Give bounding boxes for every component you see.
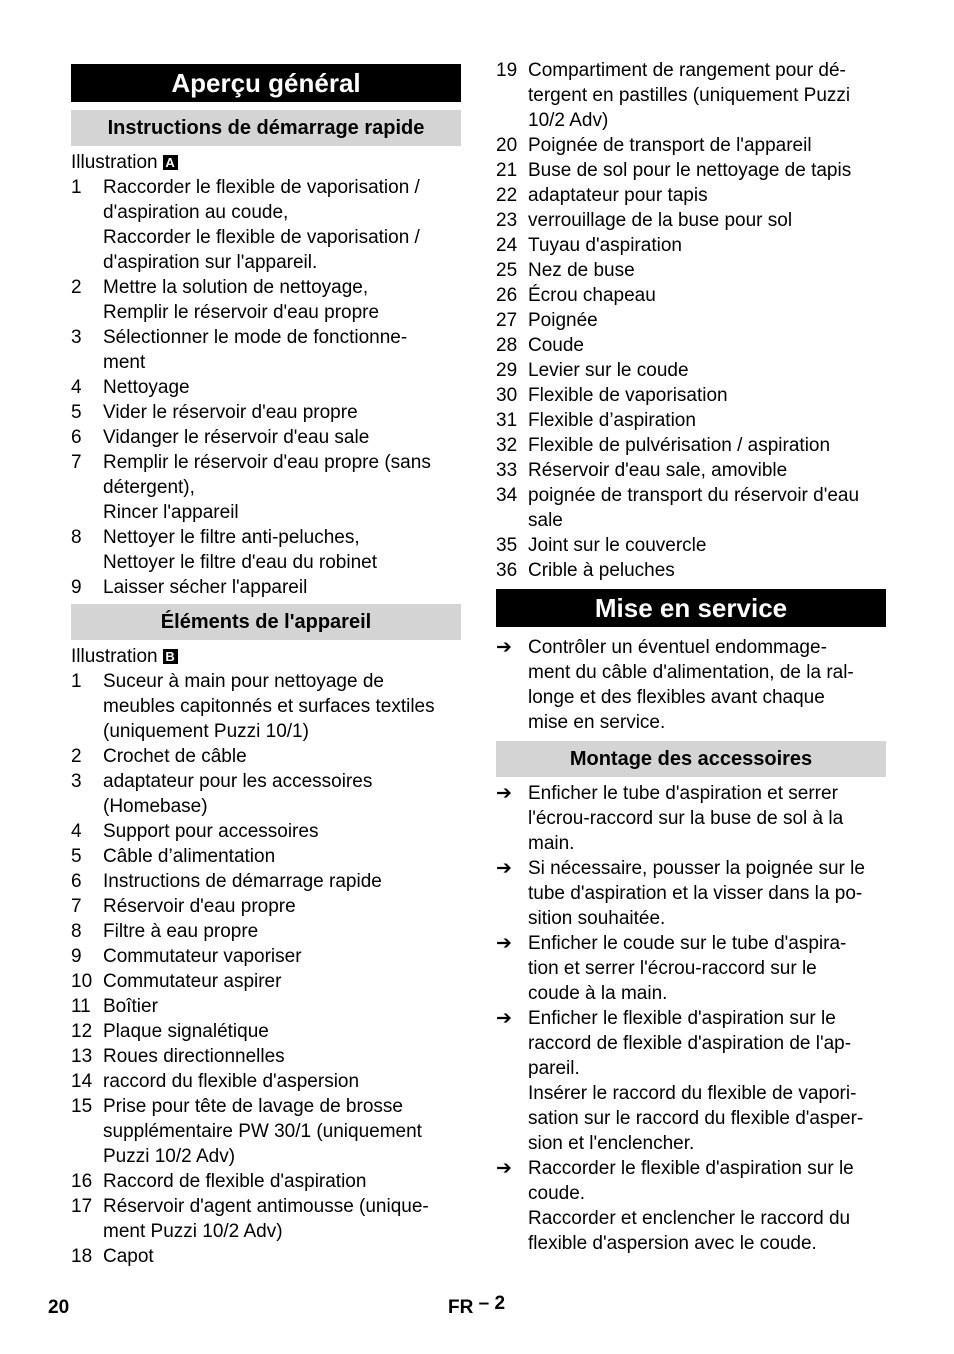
- bullet-line: coude.: [528, 1183, 586, 1204]
- bullet-line: sation sur le raccord du flexible d'asper-: [528, 1108, 864, 1129]
- item-number: 29: [496, 360, 518, 381]
- item-number: 11: [71, 996, 91, 1017]
- item-line: Réservoir d'agent antimousse (unique-: [103, 1196, 429, 1217]
- item-line: Support pour accessoires: [103, 821, 319, 842]
- item-text: [103, 769, 461, 819]
- bullet-line: flexible d'aspersion avec le coude.: [528, 1233, 817, 1254]
- item-number: 12: [71, 1021, 93, 1042]
- item-number: 31: [496, 410, 518, 431]
- list-item: [496, 458, 886, 483]
- bullet-line: Enficher le flexible d'aspiration sur le: [528, 1008, 836, 1029]
- arrow-right-icon: ➔: [496, 858, 512, 879]
- item-line: Crochet de câble: [103, 746, 247, 767]
- item-text: [528, 558, 886, 583]
- bullet-line: main.: [528, 833, 575, 854]
- item-number: 13: [71, 1046, 93, 1067]
- arrow-right-icon: ➔: [496, 1008, 512, 1029]
- item-line: supplémentaire PW 30/1 (uniquement: [103, 1121, 422, 1142]
- item-line: Réservoir d'eau sale, amovible: [528, 460, 788, 481]
- list-item: [71, 919, 461, 944]
- illustration-b-icon: B: [163, 649, 178, 664]
- item-line: Nettoyage: [103, 377, 190, 398]
- item-line: Boîtier: [103, 996, 158, 1017]
- item-text: [103, 400, 461, 425]
- list-item: [496, 233, 886, 258]
- bullet-text: [528, 1006, 886, 1156]
- item-number: 6: [71, 871, 82, 892]
- list-item: [71, 175, 461, 275]
- item-text: [103, 944, 461, 969]
- list-item: [496, 133, 886, 158]
- item-line: 10/2 Adv): [528, 110, 609, 131]
- item-number: 32: [496, 435, 518, 456]
- list-item: [71, 894, 461, 919]
- item-line: Compartiment de rangement pour dé-: [528, 60, 846, 81]
- list-item: [71, 669, 461, 744]
- elements-list-continued: [496, 58, 886, 583]
- item-text: [103, 1094, 461, 1169]
- item-line: adaptateur pour les accessoires: [103, 771, 373, 792]
- item-line: adaptateur pour tapis: [528, 185, 708, 206]
- list-item: [496, 183, 886, 208]
- bullet-text: [528, 635, 886, 735]
- list-item: [496, 408, 886, 433]
- item-number: 33: [496, 460, 518, 481]
- list-item: [496, 308, 886, 333]
- bullet-text: [528, 931, 886, 1006]
- item-number: 7: [71, 896, 82, 917]
- bullet-text: [528, 1156, 886, 1256]
- list-item: [496, 158, 886, 183]
- list-item: [71, 969, 461, 994]
- item-number: 17: [71, 1196, 93, 1217]
- elements-list: [71, 669, 461, 1269]
- item-number: 22: [496, 185, 518, 206]
- item-line: d'aspiration sur l'appareil.: [103, 252, 318, 273]
- item-text: [103, 744, 461, 769]
- item-line: (uniquement Puzzi 10/1): [103, 721, 309, 742]
- item-number: 18: [71, 1246, 93, 1267]
- item-number: 2: [71, 746, 82, 767]
- item-number: 9: [71, 577, 82, 598]
- item-line: Capot: [103, 1246, 154, 1267]
- bullet-item: [496, 781, 886, 856]
- item-text: [103, 994, 461, 1019]
- service-title: Mise en service: [496, 589, 886, 627]
- item-text: [103, 1069, 461, 1094]
- item-line: Commutateur aspirer: [103, 971, 282, 992]
- item-line: Puzzi 10/2 Adv): [103, 1146, 236, 1167]
- bullet-line: Enficher le coude sur le tube d'aspira-: [528, 933, 847, 954]
- item-number: 6: [71, 427, 82, 448]
- item-text: [528, 58, 886, 133]
- item-line: Coude: [528, 335, 584, 356]
- list-item: [71, 1244, 461, 1269]
- bullet-line: pareil.: [528, 1058, 580, 1079]
- item-number: 23: [496, 210, 518, 231]
- item-line: tergent en pastilles (uniquement Puzzi: [528, 85, 851, 106]
- item-text: [528, 283, 886, 308]
- list-item: [71, 525, 461, 575]
- item-line: Roues directionnelles: [103, 1046, 285, 1067]
- arrow-right-icon: ➔: [496, 933, 512, 954]
- list-item: [71, 425, 461, 450]
- item-text: [103, 1194, 461, 1244]
- list-item: [496, 558, 886, 583]
- item-text: [103, 669, 461, 744]
- item-number: 34: [496, 485, 518, 506]
- bullet-line: ment du câble d'alimentation, de la ral-: [528, 662, 854, 683]
- arrow-right-icon: ➔: [496, 1158, 512, 1179]
- item-line: Commutateur vaporiser: [103, 946, 302, 967]
- bullet-line: Enficher le tube d'aspiration et serrer: [528, 783, 838, 804]
- bullet-line: Insérer le raccord du flexible de vapori-: [528, 1083, 857, 1104]
- item-number: 20: [496, 135, 518, 156]
- item-line: Sélectionner le mode de fonctionne-: [103, 327, 408, 348]
- item-line: poignée de transport du réservoir d'eau: [528, 485, 860, 506]
- item-line: ment: [103, 352, 146, 373]
- item-line: Filtre à eau propre: [103, 921, 259, 942]
- item-line: Tuyau d'aspiration: [528, 235, 682, 256]
- item-number: 8: [71, 921, 82, 942]
- item-line: Câble d’alimentation: [103, 846, 276, 867]
- item-line: verrouillage de la buse pour sol: [528, 210, 793, 231]
- item-number: 26: [496, 285, 518, 306]
- right-column: [496, 58, 886, 1256]
- item-text: [528, 358, 886, 383]
- bullet-line: coude à la main.: [528, 983, 668, 1004]
- item-text: [103, 1244, 461, 1269]
- item-text: [103, 575, 461, 600]
- item-number: 5: [71, 402, 82, 423]
- bullet-item: [496, 1156, 886, 1256]
- bullet-line: Contrôler un éventuel endommage-: [528, 637, 827, 658]
- item-line: Suceur à main pour nettoyage de: [103, 671, 384, 692]
- item-text: [103, 275, 461, 325]
- item-number: 16: [71, 1171, 93, 1192]
- item-text: [103, 525, 461, 575]
- item-line: Rincer l'appareil: [103, 502, 239, 523]
- bullet-line: sition souhaitée.: [528, 908, 666, 929]
- bullet-line: tion et serrer l'écrou-raccord sur le: [528, 958, 817, 979]
- footer-lang: FR: [448, 1297, 474, 1318]
- item-text: [528, 333, 886, 358]
- item-line: Prise pour tête de lavage de brosse: [103, 1096, 403, 1117]
- list-item: [496, 533, 886, 558]
- bullet-line: Raccorder le flexible d'aspiration sur le: [528, 1158, 854, 1179]
- page-number: 20: [48, 1297, 70, 1318]
- service-bullets: [496, 635, 886, 735]
- list-item: [71, 869, 461, 894]
- arrow-right-icon: ➔: [496, 783, 512, 804]
- illustration-b-ref: [71, 644, 461, 669]
- item-line: Mettre la solution de nettoyage,: [103, 277, 369, 298]
- bullet-item: [496, 1006, 886, 1156]
- list-item: [71, 400, 461, 425]
- list-item: [71, 1069, 461, 1094]
- list-item: [71, 1194, 461, 1244]
- item-text: [103, 325, 461, 375]
- montage-heading: Montage des accessoires: [496, 741, 886, 777]
- item-line: Poignée de transport de l'appareil: [528, 135, 812, 156]
- list-item: [496, 258, 886, 283]
- item-line: raccord du flexible d'aspersion: [103, 1071, 360, 1092]
- bullet-line: mise en service.: [528, 712, 666, 733]
- item-line: Instructions de démarrage rapide: [103, 871, 382, 892]
- item-line: Raccorder le flexible de vaporisation /: [103, 177, 420, 198]
- item-text: [103, 844, 461, 869]
- item-text: [103, 819, 461, 844]
- bullet-line: tube d'aspiration et la visser dans la po-: [528, 883, 863, 904]
- item-line: Crible à peluches: [528, 560, 675, 581]
- item-number: 4: [71, 821, 82, 842]
- item-line: Remplir le réservoir d'eau propre: [103, 302, 380, 323]
- item-line: Flexible de pulvérisation / aspiration: [528, 435, 831, 456]
- item-number: 28: [496, 335, 518, 356]
- item-line: détergent),: [103, 477, 195, 498]
- list-item: [71, 275, 461, 325]
- item-text: [103, 919, 461, 944]
- item-number: 15: [71, 1096, 93, 1117]
- item-text: [528, 208, 886, 233]
- item-line: d'aspiration au coude,: [103, 202, 289, 223]
- list-item: [71, 575, 461, 600]
- item-number: 3: [71, 771, 82, 792]
- list-item: [71, 450, 461, 525]
- item-text: [528, 133, 886, 158]
- item-number: 7: [71, 452, 82, 473]
- item-line: Vider le réservoir d'eau propre: [103, 402, 358, 423]
- item-number: 1: [71, 177, 82, 198]
- bullet-item: [496, 856, 886, 931]
- item-text: [528, 433, 886, 458]
- list-item: [71, 375, 461, 400]
- item-line: Remplir le réservoir d'eau propre (sans: [103, 452, 431, 473]
- illustration-a-icon: A: [163, 155, 178, 170]
- overview-title: Aperçu général: [71, 64, 461, 102]
- item-line: Joint sur le couvercle: [528, 535, 707, 556]
- bullet-text: [528, 781, 886, 856]
- item-number: 30: [496, 385, 518, 406]
- item-text: [528, 183, 886, 208]
- item-text: [528, 383, 886, 408]
- item-text: [103, 1169, 461, 1194]
- bullet-line: l'écrou-raccord sur la buse de sol à la: [528, 808, 844, 829]
- item-line: Flexible de vaporisation: [528, 385, 728, 406]
- bullet-line: longe et des flexibles avant chaque: [528, 687, 825, 708]
- item-line: (Homebase): [103, 796, 208, 817]
- item-text: [103, 869, 461, 894]
- item-line: Nettoyer le filtre d'eau du robinet: [103, 552, 378, 573]
- page-lang-footer: [448, 1293, 506, 1319]
- item-text: [528, 408, 886, 433]
- list-item: [496, 208, 886, 233]
- quickstart-list: [71, 175, 461, 600]
- left-column: [71, 58, 461, 1269]
- elements-heading: Éléments de l'appareil: [71, 604, 461, 640]
- list-item: [71, 325, 461, 375]
- list-item: [71, 1019, 461, 1044]
- item-number: 35: [496, 535, 518, 556]
- item-line: Plaque signalétique: [103, 1021, 269, 1042]
- montage-bullets: [496, 781, 886, 1256]
- item-line: Flexible d’aspiration: [528, 410, 696, 431]
- item-text: [528, 158, 886, 183]
- item-text: [103, 450, 461, 525]
- item-text: [103, 894, 461, 919]
- item-line: Raccorder le flexible de vaporisation /: [103, 227, 420, 248]
- bullet-line: sion et l'enclencher.: [528, 1133, 695, 1154]
- item-text: [103, 175, 461, 275]
- item-line: Réservoir d'eau propre: [103, 896, 296, 917]
- quickstart-heading: Instructions de démarrage rapide: [71, 110, 461, 146]
- item-line: meubles capitonnés et surfaces textiles: [103, 696, 435, 717]
- list-item: [71, 744, 461, 769]
- item-number: 8: [71, 527, 82, 548]
- item-number: 19: [496, 60, 518, 81]
- item-line: Laisser sécher l'appareil: [103, 577, 308, 598]
- bullet-item: [496, 635, 886, 735]
- arrow-right-icon: ➔: [496, 637, 512, 658]
- item-line: Poignée: [528, 310, 598, 331]
- item-text: [528, 483, 886, 533]
- item-number: 4: [71, 377, 82, 398]
- list-item: [496, 333, 886, 358]
- item-line: Levier sur le coude: [528, 360, 689, 381]
- illustration-label: Illustration: [71, 152, 158, 173]
- item-number: 21: [496, 160, 518, 181]
- list-item: [496, 383, 886, 408]
- list-item: [496, 58, 886, 133]
- item-line: Buse de sol pour le nettoyage de tapis: [528, 160, 852, 181]
- item-number: 10: [71, 971, 93, 992]
- list-item: [71, 844, 461, 869]
- item-text: [528, 308, 886, 333]
- list-item: [496, 283, 886, 308]
- item-number: 3: [71, 327, 82, 348]
- item-line: sale: [528, 510, 563, 531]
- item-number: 25: [496, 260, 518, 281]
- item-line: Vidanger le réservoir d'eau sale: [103, 427, 370, 448]
- item-text: [103, 1019, 461, 1044]
- list-item: [71, 1044, 461, 1069]
- item-line: Nez de buse: [528, 260, 635, 281]
- item-line: Nettoyer le filtre anti-peluches,: [103, 527, 360, 548]
- item-line: ment Puzzi 10/2 Adv): [103, 1221, 283, 1242]
- list-item: [71, 944, 461, 969]
- item-text: [528, 458, 886, 483]
- item-number: 14: [71, 1071, 93, 1092]
- item-line: Écrou chapeau: [528, 285, 656, 306]
- item-number: 36: [496, 560, 518, 581]
- list-item: [496, 358, 886, 383]
- item-number: 1: [71, 671, 82, 692]
- item-text: [103, 1044, 461, 1069]
- bullet-line: raccord de flexible d'aspiration de l'ap-: [528, 1033, 852, 1054]
- item-number: 9: [71, 946, 82, 967]
- bullet-text: [528, 856, 886, 931]
- item-number: 5: [71, 846, 82, 867]
- item-text: [103, 969, 461, 994]
- item-text: [528, 533, 886, 558]
- list-item: [71, 1169, 461, 1194]
- item-text: [528, 233, 886, 258]
- item-number: 2: [71, 277, 82, 298]
- bullet-line: Si nécessaire, pousser la poignée sur le: [528, 858, 865, 879]
- item-text: [103, 425, 461, 450]
- list-item: [496, 483, 886, 533]
- item-number: 24: [496, 235, 518, 256]
- list-item: [496, 433, 886, 458]
- list-item: [71, 994, 461, 1019]
- bullet-line: Raccorder et enclencher le raccord du: [528, 1208, 851, 1229]
- item-number: 27: [496, 310, 518, 331]
- footer-lang-page: – 2: [478, 1293, 506, 1314]
- list-item: [71, 819, 461, 844]
- illustration-label: Illustration: [71, 646, 158, 667]
- bullet-item: [496, 931, 886, 1006]
- item-line: Raccord de flexible d'aspiration: [103, 1171, 367, 1192]
- list-item: [71, 1094, 461, 1169]
- item-text: [528, 258, 886, 283]
- list-item: [71, 769, 461, 819]
- illustration-a-ref: [71, 150, 461, 175]
- item-text: [103, 375, 461, 400]
